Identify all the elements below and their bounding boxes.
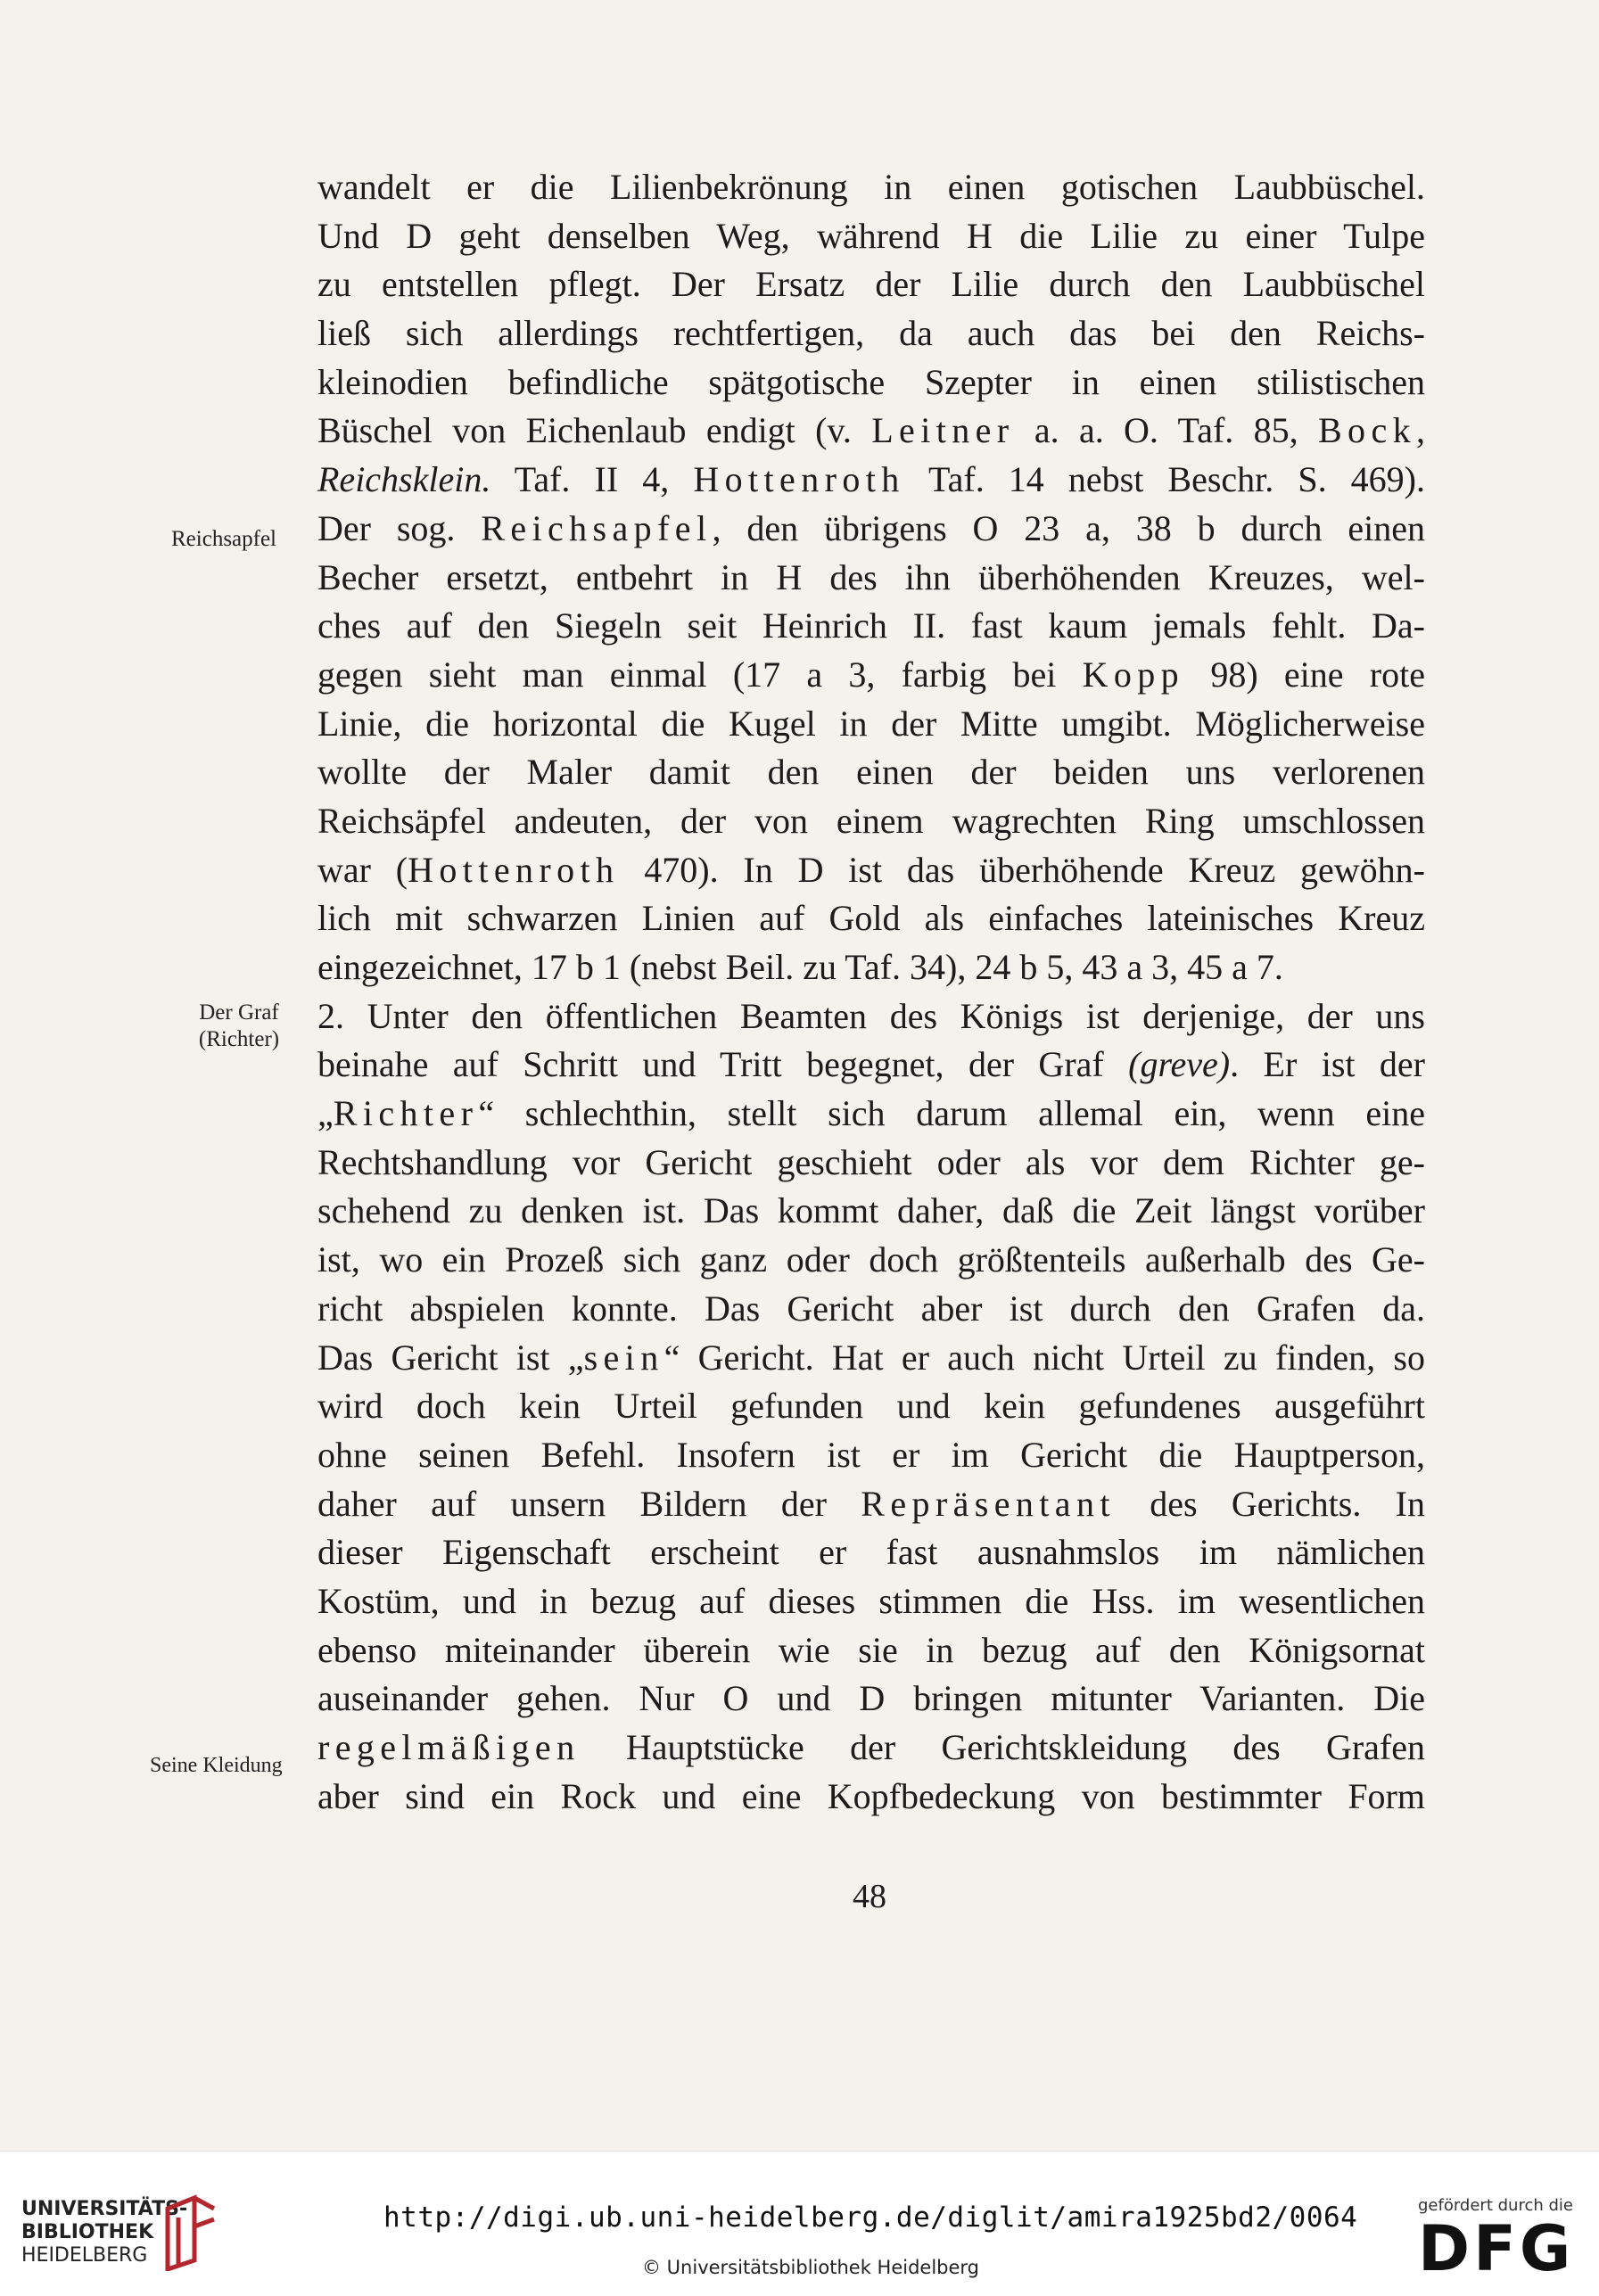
text-run: des Gerichts. In bbox=[1115, 1483, 1425, 1524]
text-run: Kostüm, und in bezug auf dieses stimmen die Hss. im wesentlichen bbox=[317, 1580, 1425, 1621]
text-line bbox=[317, 846, 1425, 895]
text-run: richt abspielen konnte. Das Gericht aber ist durch den Grafen da. bbox=[317, 1288, 1425, 1329]
dfg-logo: DFG bbox=[1418, 2212, 1575, 2285]
text-line bbox=[317, 992, 1425, 1041]
margin-note-kleidung: Seine Kleidung bbox=[150, 1754, 283, 1777]
text-run: , bbox=[1416, 410, 1426, 451]
library-name-line2: BIBLIOTHEK bbox=[21, 2221, 154, 2243]
text-line bbox=[317, 309, 1425, 358]
text-line bbox=[317, 456, 1425, 505]
text-run: “ Gericht. Hat er auch nicht Urteil zu finden, so bbox=[664, 1337, 1425, 1378]
text-run: Linie, die horizontal die Kugel in der Mitte umgibt. Möglicherweise bbox=[317, 703, 1425, 744]
text-run: daher auf unsern Bildern der bbox=[317, 1483, 861, 1524]
text-run: Rechtshandlung vor Gericht geschieht oder als vor dem Richter ge- bbox=[317, 1141, 1425, 1182]
text-run: 2. Unter den öffentlichen Beamten des Königs ist derjenige, der uns bbox=[317, 995, 1425, 1036]
page-number: 48 bbox=[853, 1878, 886, 1915]
text-line bbox=[317, 1236, 1425, 1285]
margin-note-reichsapfel: Reichsapfel bbox=[171, 527, 277, 551]
text-run: a. a. O. Taf. 85, bbox=[1014, 410, 1318, 451]
text-run: lich mit schwarzen Linien auf Gold als einfaches lateinisches Kreuz bbox=[317, 898, 1425, 939]
text-run: zu entstellen pflegt. Der Ersatz der Lilie durch den Laubbüschel bbox=[317, 264, 1425, 305]
text-run: kleinodien befindliche spätgotische Szepter in einen stilistischen bbox=[317, 361, 1425, 402]
text-line bbox=[317, 1187, 1425, 1236]
text-run: Hauptstücke der Gerichtskleidung des Grafen bbox=[580, 1727, 1425, 1767]
text-line bbox=[317, 1382, 1425, 1431]
text-run: Das Gericht ist „ bbox=[317, 1337, 584, 1378]
spaced-term: Hottenroth bbox=[408, 849, 620, 890]
text-run: “ schlechthin, stellt sich darum allemal ein, wenn eine bbox=[478, 1093, 1425, 1134]
text-line bbox=[317, 748, 1425, 797]
text-run: 470). In D ist das überhöhende Kreuz gewöhn- bbox=[619, 849, 1426, 890]
text-run: Taf. II 4, bbox=[490, 459, 694, 500]
text-run: aber sind ein Rock und eine Kopfbedeckung von bestimmter Form bbox=[317, 1775, 1425, 1816]
text-run: wandelt er die Lilienbekrönung in einen gotischen Laubbüschel. bbox=[317, 167, 1425, 207]
text-line bbox=[317, 797, 1425, 846]
text-run: , den übrigens O 23 a, 38 b durch einen bbox=[712, 507, 1426, 548]
text-line bbox=[317, 1724, 1425, 1773]
dfg-funded-label: gefördert durch die bbox=[1418, 2196, 1573, 2215]
text-run: Büschel von Eichenlaub endigt (v. bbox=[317, 410, 872, 451]
text-run: wollte der Maler damit den einen der beiden uns verlorenen bbox=[317, 752, 1425, 793]
text-run: Becher ersetzt, entbehrt in H des ihn überhöhenden Kreuzes, wel- bbox=[317, 556, 1425, 597]
text-run: gegen sieht man einmal (17 a 3, farbig bei bbox=[317, 654, 1083, 695]
text-line bbox=[317, 1090, 1425, 1139]
copyright-notice: © Universitätsbibliothek Heidelberg bbox=[642, 2257, 980, 2278]
spaced-term: regelmäßigen bbox=[317, 1727, 581, 1767]
text-line bbox=[317, 505, 1425, 554]
text-line bbox=[317, 1334, 1425, 1383]
text-run: ches auf den Siegeln seit Heinrich II. fast kaum jemals fehlt. Da- bbox=[317, 605, 1425, 646]
text-run: ebenso miteinander überein wie sie in bezug auf den Königsornat bbox=[317, 1629, 1425, 1670]
spaced-term: Kopp bbox=[1082, 654, 1185, 695]
text-line bbox=[317, 358, 1425, 407]
spaced-term: Reichsapfel bbox=[481, 507, 713, 548]
text-line bbox=[317, 1139, 1425, 1188]
text-line bbox=[317, 602, 1425, 651]
library-name-line3: HEIDELBERG bbox=[21, 2244, 148, 2267]
text-run: dieser Eigenschaft erscheint er fast ausnahmslos im nämlichen bbox=[317, 1532, 1425, 1573]
body-text bbox=[317, 163, 1425, 1821]
text-line bbox=[317, 1285, 1425, 1334]
text-run: ist, wo ein Prozeß sich ganz oder doch größtenteils außerhalb des Ge- bbox=[317, 1239, 1425, 1280]
spaced-term: Richter bbox=[333, 1093, 479, 1134]
text-line bbox=[317, 1626, 1425, 1675]
document-url-link[interactable]: http://digi.ub.uni-heidelberg.de/diglit/amira1925bd2/0064 bbox=[383, 2201, 1358, 2234]
text-run: ohne seinen Befehl. Insofern ist er im Gericht die Hauptperson, bbox=[317, 1434, 1425, 1475]
text-line bbox=[317, 163, 1425, 212]
text-line bbox=[317, 554, 1425, 603]
spaced-term: sein bbox=[583, 1337, 664, 1378]
text-line bbox=[317, 1577, 1425, 1626]
text-line bbox=[317, 212, 1425, 261]
text-line bbox=[317, 260, 1425, 309]
text-line bbox=[317, 1041, 1425, 1090]
margin-note-richter: (Richter) bbox=[198, 1027, 280, 1051]
text-line bbox=[317, 700, 1425, 749]
margin-note-graf: Der Graf bbox=[199, 1000, 279, 1025]
text-line bbox=[317, 1773, 1425, 1822]
text-run: Taf. 14 nebst Beschr. S. 469). bbox=[904, 459, 1425, 500]
text-line bbox=[317, 1528, 1425, 1577]
text-run: 98) eine rote bbox=[1184, 654, 1425, 695]
italic-term: Reichsklein. bbox=[317, 459, 491, 500]
text-run: beinahe auf Schritt und Tritt begegnet, der Graf bbox=[317, 1044, 1129, 1085]
text-line bbox=[317, 1480, 1425, 1529]
text-run: eingezeichnet, 17 b 1 (nebst Beil. zu Taf. 34), 24 b 5, 43 a 3, 45 a 7. bbox=[317, 947, 1283, 987]
text-run: wird doch kein Urteil gefunden und kein gefundenes ausgeführt bbox=[317, 1386, 1425, 1427]
text-run: . Er ist der bbox=[1230, 1044, 1425, 1085]
text-line bbox=[317, 651, 1425, 700]
text-run: „ bbox=[317, 1093, 334, 1134]
text-run: Reichsäpfel andeuten, der von einem wagrechten Ring umschlossen bbox=[317, 800, 1425, 841]
text-line bbox=[317, 894, 1425, 943]
library-logo-icon bbox=[159, 2191, 221, 2271]
text-run: ließ sich allerdings rechtfertigen, da auch das bei den Reichs- bbox=[317, 313, 1425, 354]
text-line bbox=[317, 943, 1425, 992]
spaced-term: Leitner bbox=[871, 410, 1015, 451]
text-run: Der sog. bbox=[317, 507, 482, 548]
text-line bbox=[317, 1675, 1425, 1724]
text-line bbox=[317, 407, 1425, 456]
text-run: auseinander gehen. Nur O und D bringen mitunter Varianten. Die bbox=[317, 1678, 1425, 1719]
text-run: Und D geht denselben Weg, während H die Lilie zu einer Tulpe bbox=[317, 215, 1425, 256]
text-run: schehend zu denken ist. Das kommt daher, daß die Zeit längst vorüber bbox=[317, 1190, 1425, 1231]
library-name-line1: UNIVERSITÄTS- bbox=[21, 2198, 188, 2220]
spaced-term: Hottenroth bbox=[693, 459, 905, 500]
text-run: war ( bbox=[317, 849, 408, 890]
text-line bbox=[317, 1431, 1425, 1480]
footer-bar bbox=[0, 2151, 1599, 2296]
spaced-term: Bock bbox=[1317, 410, 1417, 451]
spaced-term: Repräsentant bbox=[861, 1483, 1116, 1524]
italic-term: (greve) bbox=[1128, 1044, 1231, 1085]
